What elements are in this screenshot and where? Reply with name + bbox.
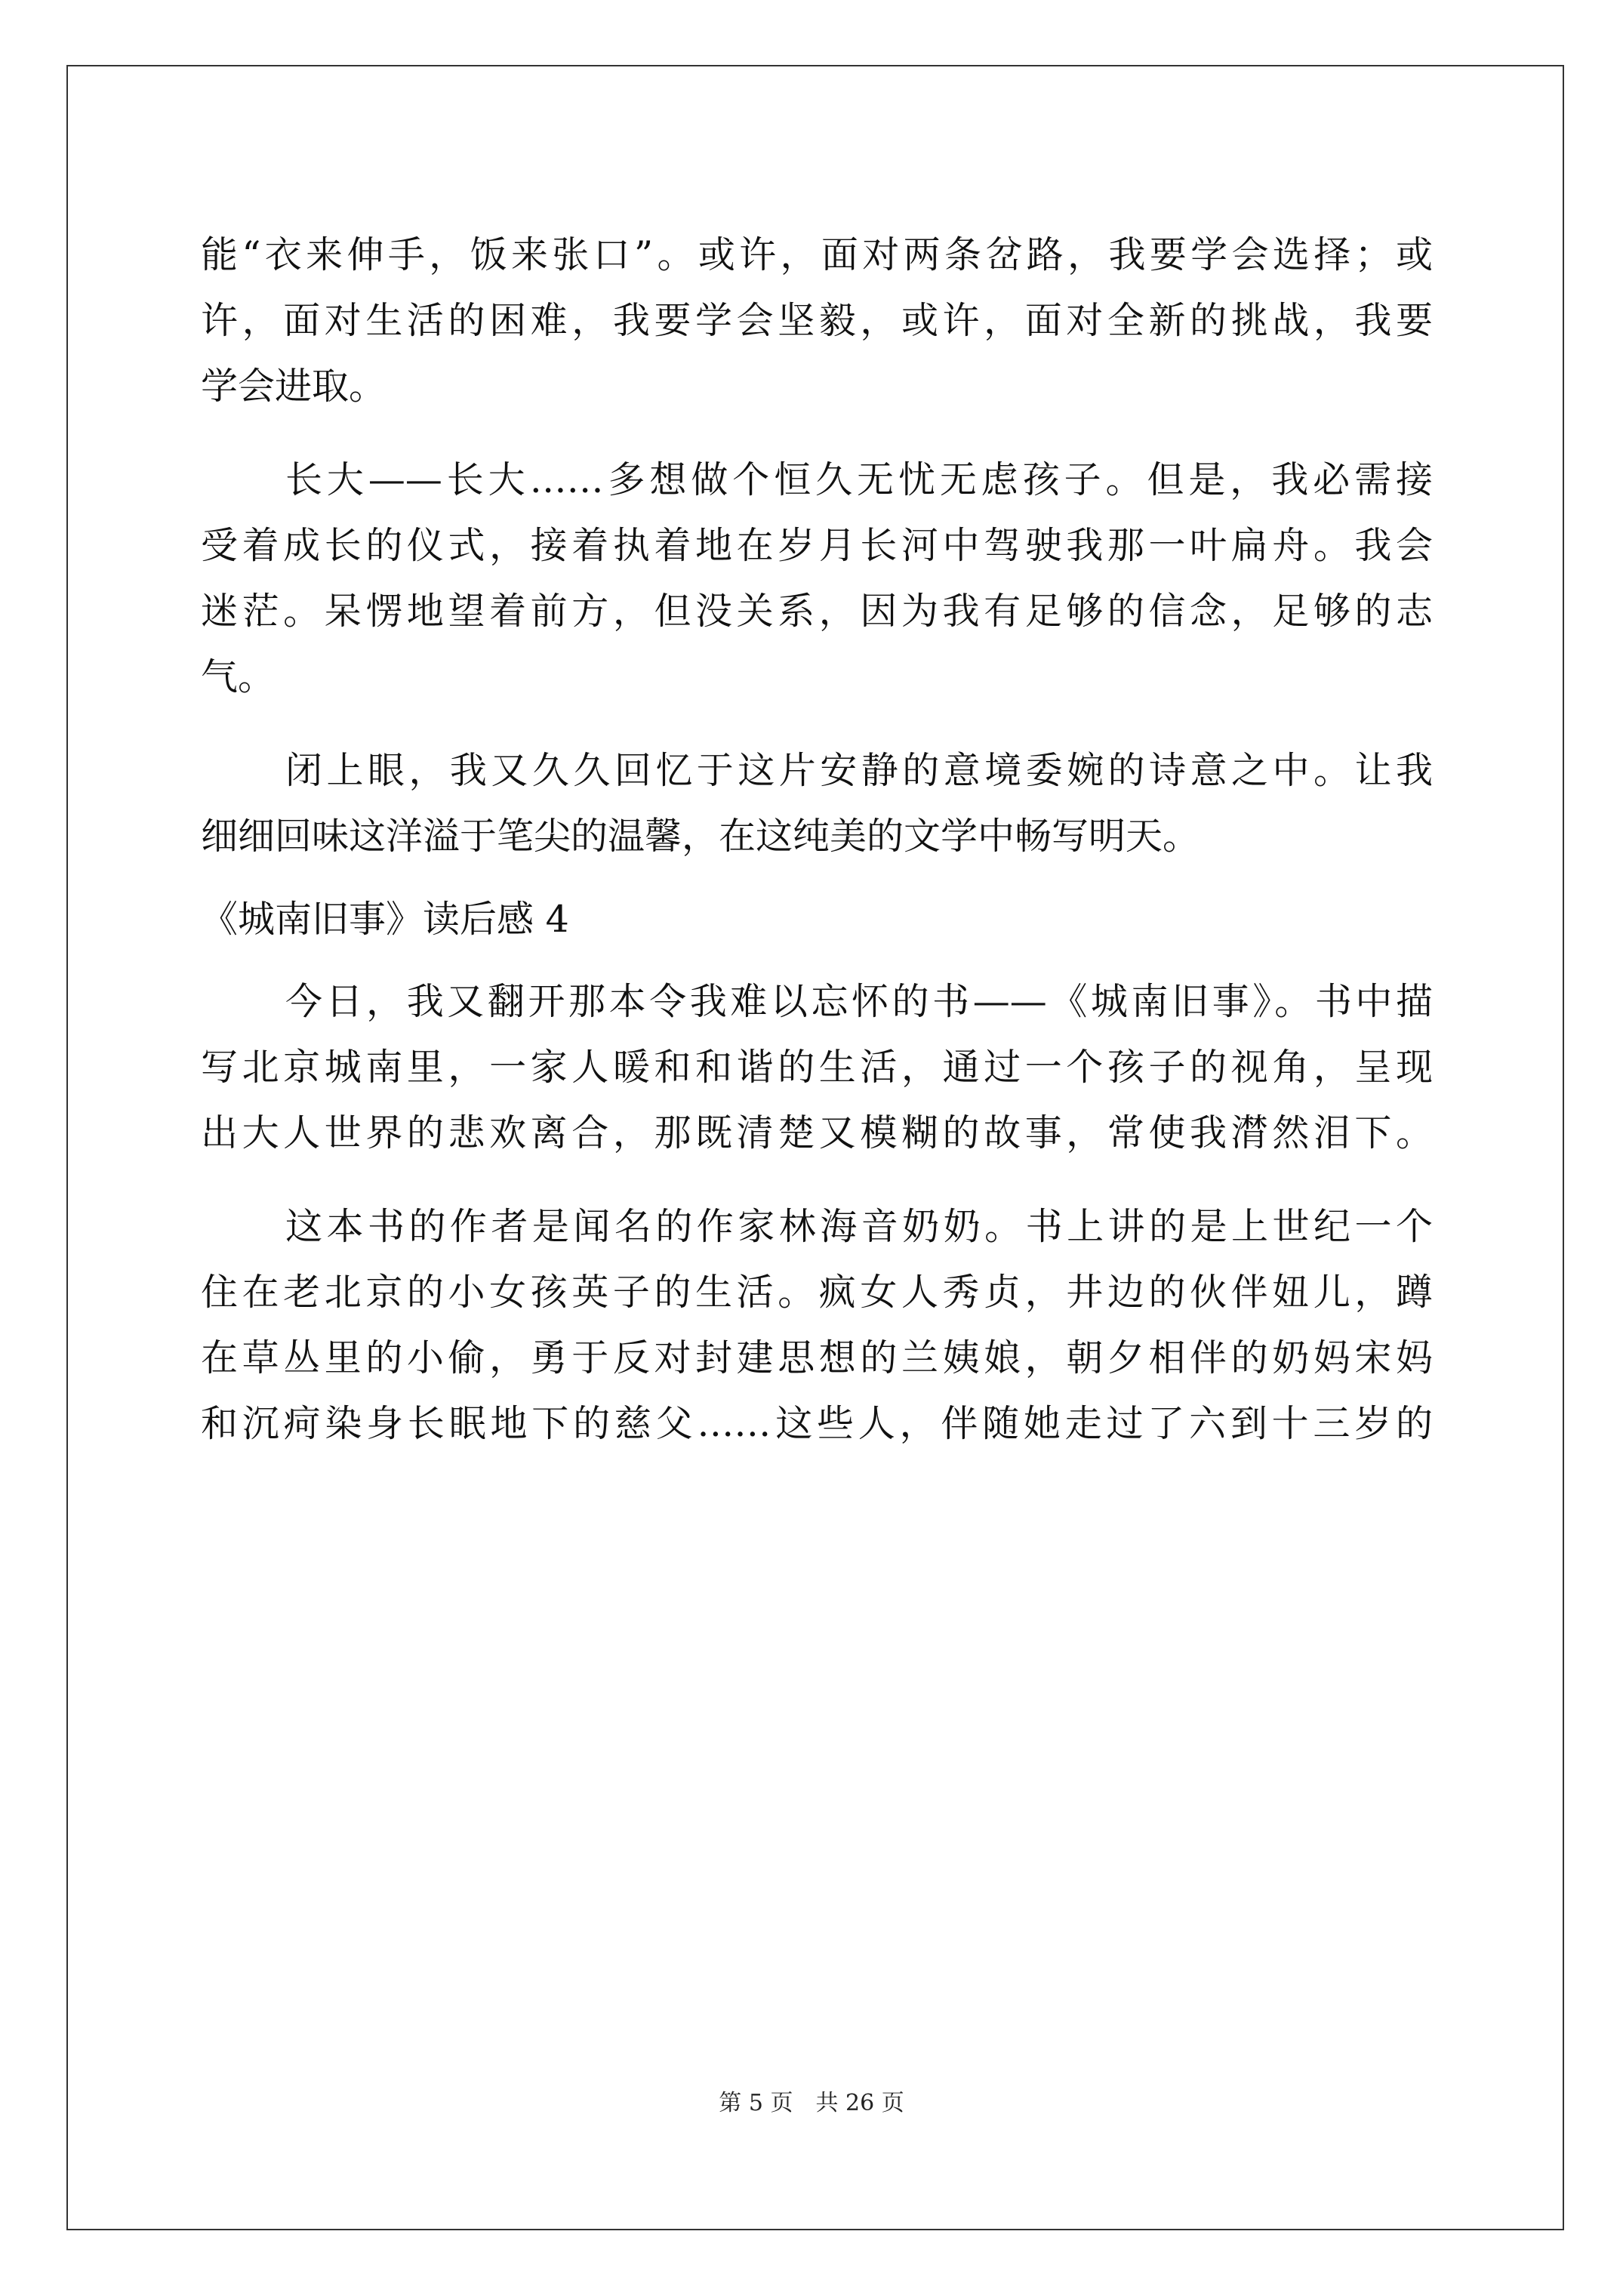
paragraph-line: 长大——长大……多想做个恒久无忧无虑孩子。但是，我必需接 <box>285 458 1433 501</box>
paragraph-line: 气。 <box>201 655 276 698</box>
section-heading: 《城南旧事》读后感 4 <box>201 898 569 941</box>
paragraph-line: 和沉疴染身长眠地下的慈父……这些人，伴随她走过了六到十三岁的 <box>201 1402 1433 1445</box>
paragraph-line: 细细回味这洋溢于笔尖的温馨，在这纯美的文学中畅写明天。 <box>201 815 1200 858</box>
paragraph-line: 能“衣来伸手，饭来张口”。或许，面对两条岔路，我要学会选择；或 <box>201 233 1433 276</box>
paragraph-line: 受着成长的仪式，接着执着地在岁月长河中驾驶我那一叶扁舟。我会 <box>201 524 1433 567</box>
paragraph-line: 许，面对生活的困难，我要学会坚毅，或许，面对全新的挑战，我要 <box>201 299 1433 342</box>
paragraph-line: 出大人世界的悲欢离合，那既清楚又模糊的故事，常使我潸然泪下。 <box>201 1111 1433 1154</box>
page-number-footer: 第 5 页 共 26 页 <box>719 2090 904 2116</box>
paragraph-line: 迷茫。呆愣地望着前方，但没关系，因为我有足够的信念，足够的志 <box>201 590 1433 633</box>
paragraph-line: 写北京城南里，一家人暖和和谐的生活，通过一个孩子的视角，呈现 <box>201 1046 1433 1089</box>
paragraph-line: 今日，我又翻开那本令我难以忘怀的书——《城南旧事》。书中描 <box>285 980 1433 1023</box>
paragraph-line: 在草丛里的小偷，勇于反对封建思想的兰姨娘，朝夕相伴的奶妈宋妈 <box>201 1336 1433 1379</box>
paragraph-line: 闭上眼，我又久久回忆于这片安静的意境委婉的诗意之中。让我 <box>285 749 1433 792</box>
paragraph-line: 学会进取。 <box>201 365 387 408</box>
paragraph-line: 这本书的作者是闻名的作家林海音奶奶。书上讲的是上世纪一个 <box>285 1205 1433 1248</box>
paragraph-line: 住在老北京的小女孩英子的生活。疯女人秀贞，井边的伙伴妞儿，蹲 <box>201 1271 1433 1314</box>
